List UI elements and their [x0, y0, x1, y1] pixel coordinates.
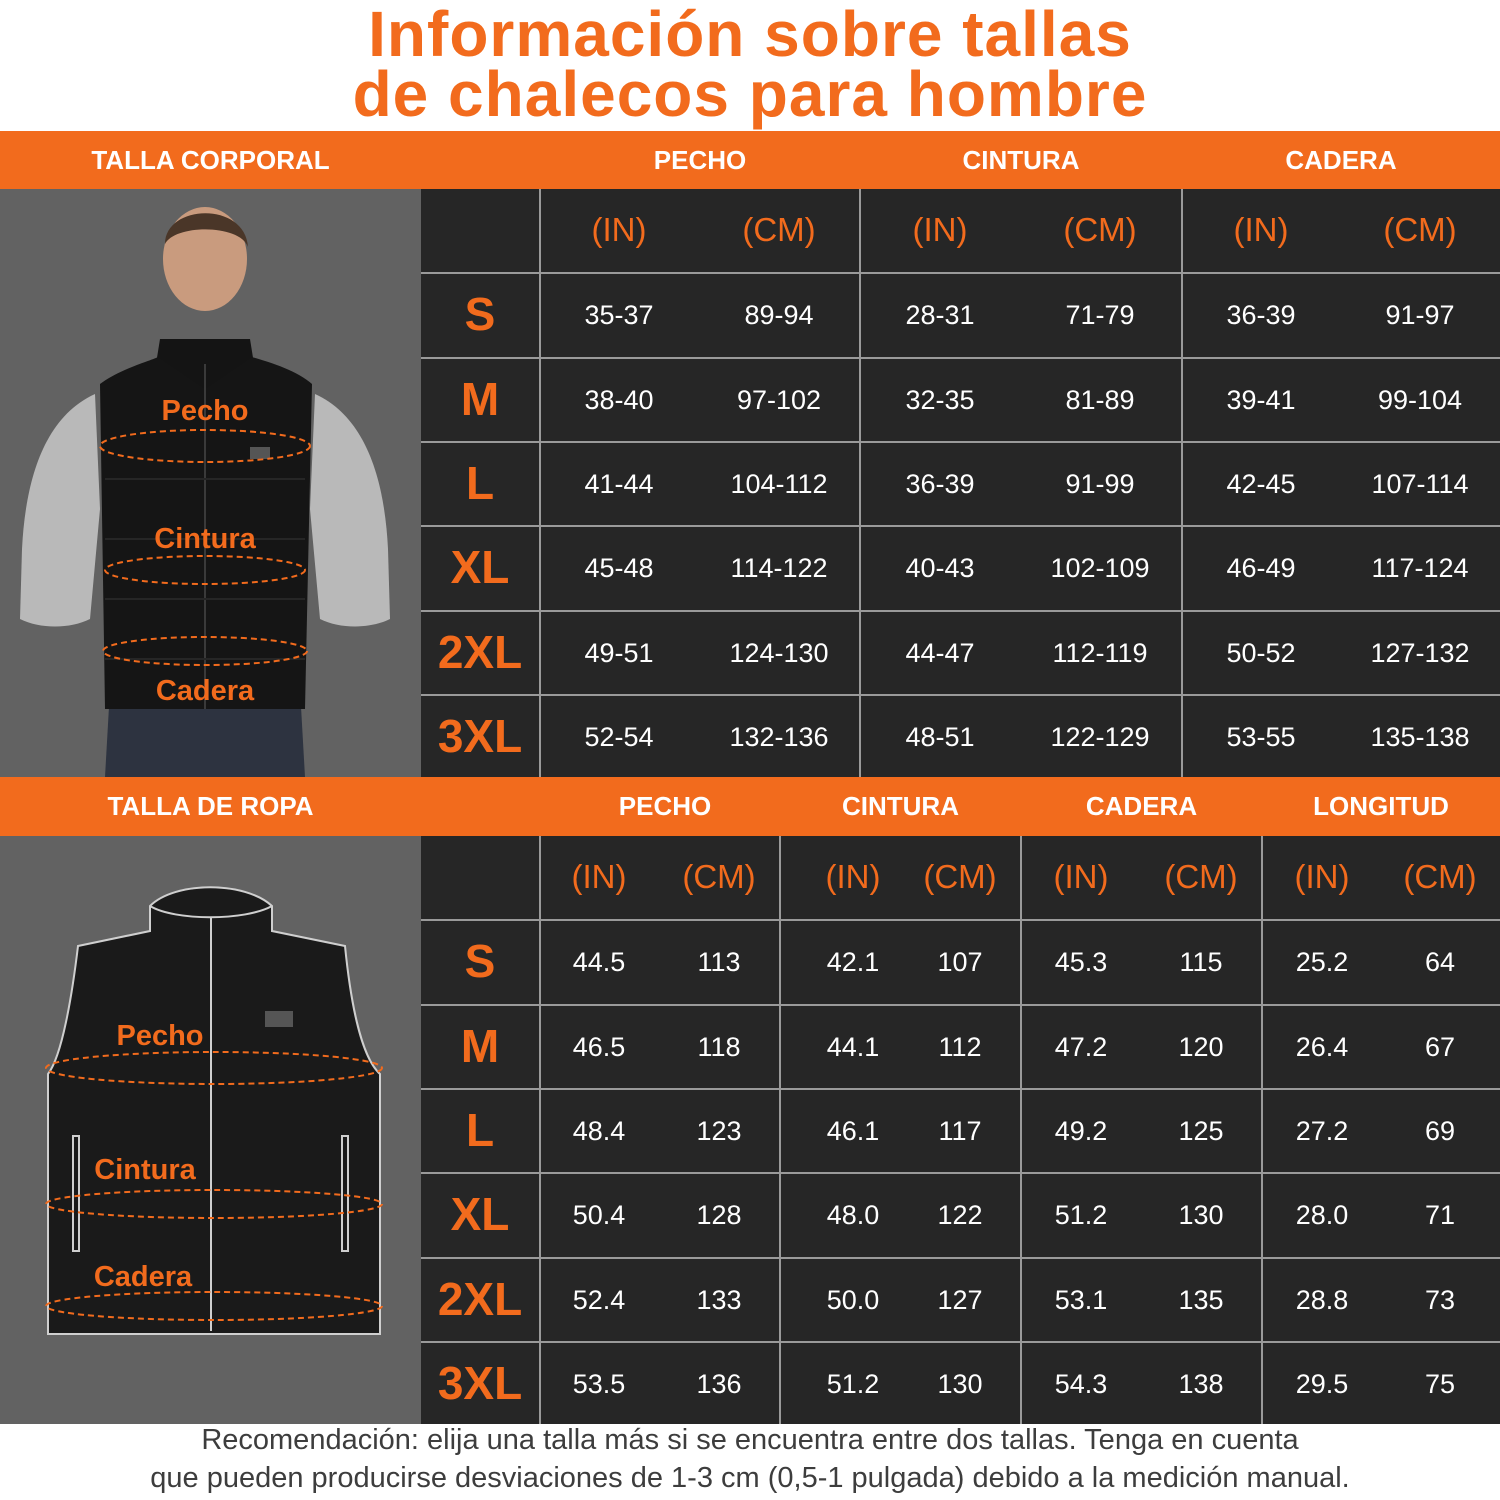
unit-header: (CM)	[1383, 211, 1457, 248]
table-cell: 52-54	[584, 721, 654, 752]
table-row-divider	[421, 272, 1500, 274]
body-size-header-label: TALLA CORPORAL	[91, 145, 330, 175]
table-cell: 25.2	[1295, 947, 1349, 978]
table-cell: 29.5	[1295, 1368, 1349, 1399]
table-cell: 122	[937, 1200, 983, 1231]
table-cell: 49.2	[1054, 1115, 1108, 1146]
body-size-header-bar	[0, 131, 1500, 189]
table-group-divider	[1181, 189, 1183, 777]
table-row-divider	[421, 1257, 1500, 1259]
vest-illustration	[0, 836, 421, 1424]
table-row-divider	[421, 919, 1500, 921]
table-cell: 50-52	[1226, 637, 1296, 668]
table-cell: 130	[937, 1368, 983, 1399]
garment-size-header-label: TALLA DE ROPA	[107, 791, 314, 821]
unit-header: (IN)	[825, 858, 881, 895]
table-cell: 114-122	[730, 553, 828, 584]
table-cell: 97-102	[736, 384, 822, 415]
table-cell: 115	[1179, 947, 1223, 978]
table-cell: 26.4	[1295, 1031, 1349, 1062]
body-figure-panel	[0, 189, 421, 777]
size-label: XL	[450, 1188, 510, 1241]
table-cell: 132-136	[729, 721, 829, 752]
size-label: L	[465, 1103, 495, 1156]
table-cell: 44.5	[572, 947, 626, 978]
garment-size-header-bar	[0, 777, 1500, 836]
table-cell: 118	[697, 1031, 741, 1062]
table-row-divider	[421, 1088, 1500, 1090]
table-column-divider	[539, 189, 541, 777]
table-cell: 48.4	[572, 1115, 626, 1146]
table-cell: 46.5	[572, 1031, 626, 1062]
table-cell: 40-43	[905, 553, 975, 584]
note-line-2: que pueden producirse desviaciones de 1-3 cm (0,5-1 pulgada) debido a la medición manual.	[150, 1462, 1350, 1494]
unit-header: (IN)	[1233, 211, 1289, 248]
table-cell: 51.2	[826, 1368, 880, 1399]
table-cell: 42-45	[1226, 468, 1296, 499]
table-cell: 41-44	[584, 468, 654, 499]
table-cell: 28-31	[905, 300, 975, 331]
garment-hip-header: CADERA	[1085, 791, 1198, 821]
size-label: M	[460, 372, 500, 425]
table-cell: 99-104	[1377, 384, 1463, 415]
table-cell: 120	[1178, 1031, 1224, 1062]
table-cell: 64	[1424, 947, 1456, 978]
table-cell: 112	[938, 1031, 982, 1062]
unit-header: (IN)	[571, 858, 627, 895]
size-label: M	[460, 1019, 500, 1072]
body-waist-header: CINTURA	[962, 145, 1080, 175]
body-chest-figure-label: Pecho	[161, 395, 249, 427]
table-cell: 81-89	[1065, 384, 1135, 415]
unit-header: (CM)	[1063, 211, 1137, 248]
table-cell: 38-40	[584, 384, 654, 415]
table-cell: 44.1	[826, 1031, 880, 1062]
table-cell: 53.5	[572, 1368, 626, 1399]
table-cell: 50.0	[826, 1284, 880, 1315]
table-row-divider	[421, 441, 1500, 443]
table-cell: 117-124	[1371, 553, 1469, 584]
table-row-divider	[421, 1004, 1500, 1006]
table-cell: 135	[1178, 1284, 1224, 1315]
table-row-divider	[421, 1172, 1500, 1174]
garment-waist-figure-label: Cintura	[94, 1154, 196, 1186]
garment-waist-header: CINTURA	[842, 791, 959, 821]
unit-header: (CM)	[1164, 858, 1238, 895]
table-cell: 44-47	[905, 637, 975, 668]
table-cell: 36-39	[905, 468, 975, 499]
size-label: S	[464, 288, 496, 341]
size-label: S	[464, 935, 496, 988]
table-cell: 47.2	[1054, 1031, 1108, 1062]
table-cell: 125	[1178, 1115, 1224, 1146]
table-cell: 128	[696, 1200, 742, 1231]
note-line-1: Recomendación: elija una talla más si se encuentra entre dos tallas. Tenga en cuenta	[201, 1424, 1299, 1456]
table-cell: 28.8	[1295, 1284, 1349, 1315]
garment-chest-figure-label: Pecho	[116, 1020, 204, 1052]
garment-hip-figure-label: Cadera	[93, 1261, 193, 1293]
table-cell: 49-51	[584, 637, 654, 668]
table-cell: 136	[696, 1368, 742, 1399]
table-cell: 133	[696, 1284, 742, 1315]
table-cell: 127	[937, 1284, 983, 1315]
table-cell: 36-39	[1226, 300, 1296, 331]
unit-header: (IN)	[912, 211, 968, 248]
body-size-table	[421, 189, 1500, 777]
table-cell: 35-37	[584, 300, 654, 331]
table-cell: 39-41	[1226, 384, 1296, 415]
table-row-divider	[421, 525, 1500, 527]
table-cell: 50.4	[572, 1200, 626, 1231]
table-cell: 27.2	[1295, 1115, 1349, 1146]
table-cell: 138	[1178, 1368, 1224, 1399]
table-cell: 69	[1424, 1115, 1456, 1146]
size-label: L	[465, 456, 495, 509]
table-cell: 127-132	[1370, 637, 1470, 668]
table-cell: 124-130	[729, 637, 829, 668]
page-title-line-2: de chalecos para hombre	[352, 58, 1148, 130]
garment-length-header: LONGITUD	[1313, 791, 1449, 821]
size-label: 2XL	[437, 1272, 523, 1325]
unit-header: (IN)	[591, 211, 647, 248]
table-cell: 54.3	[1054, 1368, 1108, 1399]
table-cell: 130	[1178, 1200, 1224, 1231]
body-hip-figure-label: Cadera	[155, 675, 255, 707]
table-cell: 123	[696, 1115, 742, 1146]
table-cell: 91-99	[1065, 468, 1135, 499]
unit-header: (CM)	[1403, 858, 1477, 895]
table-cell: 52.4	[572, 1284, 626, 1315]
table-cell: 73	[1424, 1284, 1456, 1315]
table-cell: 45-48	[584, 553, 654, 584]
unit-header: (CM)	[742, 211, 816, 248]
unit-header: (IN)	[1294, 858, 1350, 895]
table-cell: 71	[1424, 1200, 1456, 1231]
table-cell: 46.1	[826, 1115, 880, 1146]
table-cell: 135-138	[1370, 721, 1470, 752]
unit-header: (IN)	[1053, 858, 1109, 895]
table-cell: 32-35	[905, 384, 975, 415]
size-label: 2XL	[437, 625, 523, 678]
unit-header: (CM)	[923, 858, 997, 895]
size-label: XL	[450, 541, 510, 594]
table-cell: 107-114	[1371, 468, 1469, 499]
body-hip-header: CADERA	[1285, 145, 1397, 175]
body-waist-figure-label: Cintura	[154, 523, 256, 555]
table-cell: 53-55	[1226, 721, 1296, 752]
table-cell: 46-49	[1226, 553, 1296, 584]
table-cell: 42.1	[826, 947, 880, 978]
table-cell: 67	[1424, 1031, 1456, 1062]
table-row-divider	[421, 694, 1500, 696]
table-cell: 104-112	[730, 468, 828, 499]
table-cell: 107	[937, 947, 983, 978]
table-cell: 122-129	[1050, 721, 1150, 752]
table-cell: 102-109	[1050, 553, 1150, 584]
garment-figure-panel	[0, 836, 421, 1424]
table-row-divider	[421, 357, 1500, 359]
table-cell: 113	[697, 947, 741, 978]
table-cell: 51.2	[1054, 1200, 1108, 1231]
table-cell: 53.1	[1054, 1284, 1108, 1315]
table-cell: 28.0	[1295, 1200, 1349, 1231]
table-cell: 89-94	[744, 300, 814, 331]
table-cell: 91-97	[1385, 300, 1455, 331]
footer-note	[0, 1424, 1500, 1500]
table-cell: 71-79	[1065, 300, 1135, 331]
unit-header: (CM)	[682, 858, 756, 895]
table-cell: 48.0	[826, 1200, 880, 1231]
table-cell: 48-51	[905, 721, 975, 752]
table-row-divider	[421, 610, 1500, 612]
size-label: 3XL	[437, 709, 523, 762]
table-cell: 117	[938, 1115, 982, 1146]
page-title-line-1: Información sobre tallas	[368, 0, 1132, 70]
table-cell: 112-119	[1052, 637, 1148, 668]
garment-chest-header: PECHO	[618, 791, 712, 821]
body-chest-header: PECHO	[653, 145, 747, 175]
size-label: 3XL	[437, 1356, 523, 1409]
table-cell: 75	[1424, 1368, 1456, 1399]
garment-size-table	[421, 836, 1500, 1424]
table-group-divider	[859, 189, 861, 777]
table-row-divider	[421, 1341, 1500, 1343]
table-cell: 45.3	[1054, 947, 1108, 978]
